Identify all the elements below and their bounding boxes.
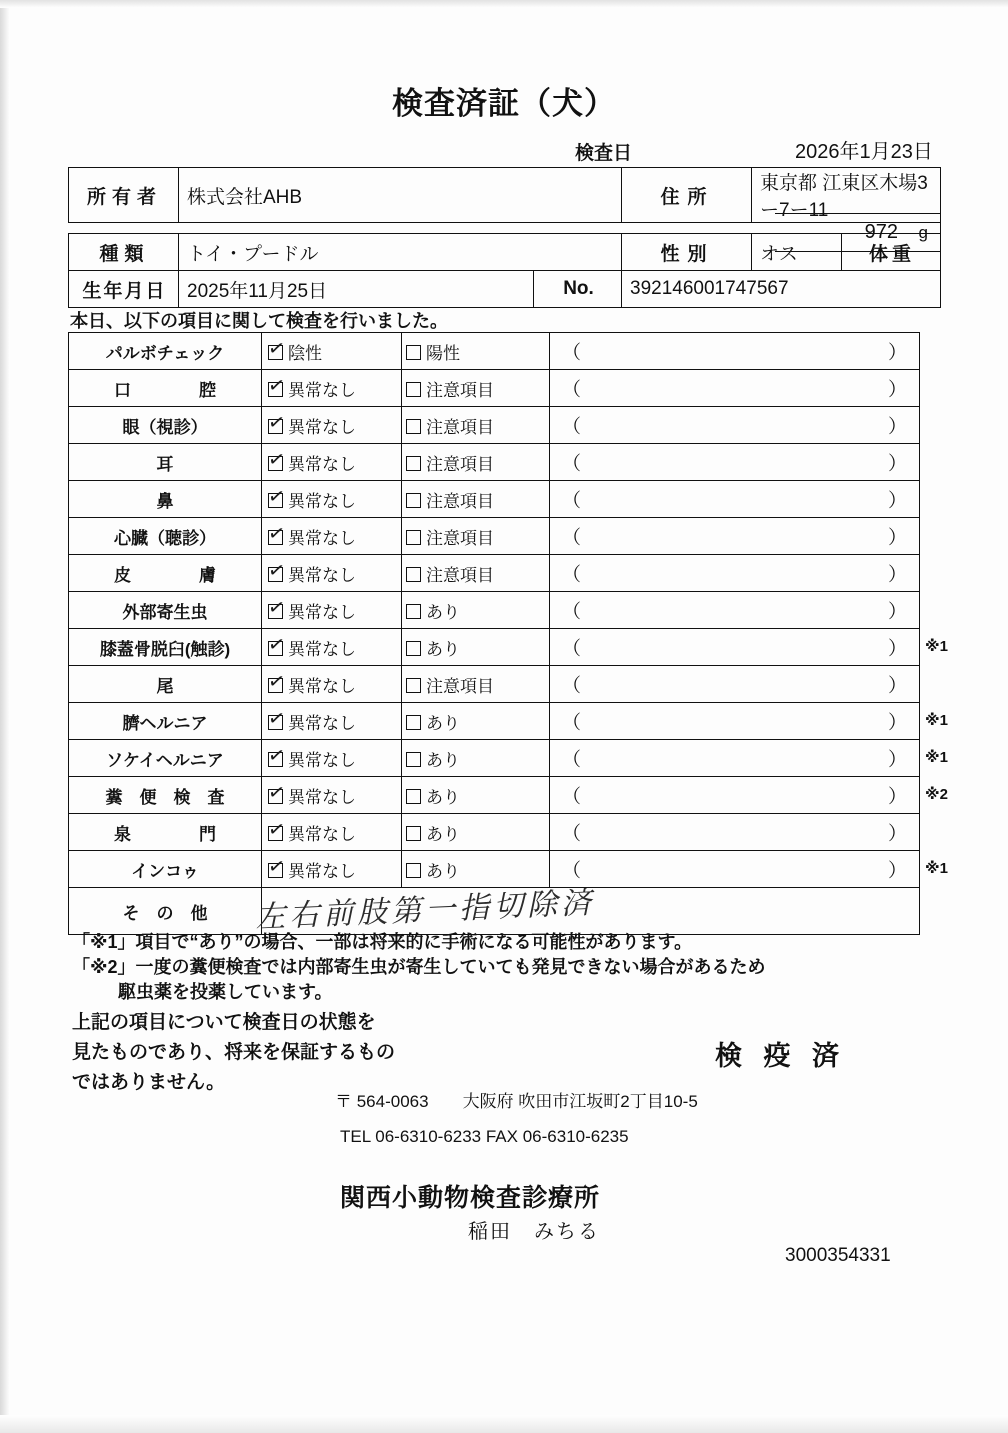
paren-close: ） (887, 823, 907, 845)
exam-date-label: 検査日 (575, 143, 633, 164)
owner-label: 所有者 (69, 168, 179, 223)
checklist-option-normal[interactable]: ✓ 陰性 (262, 333, 402, 370)
checklist-item-label-other: そ の 他 (69, 888, 262, 935)
checklist-comment-field[interactable] (550, 703, 920, 740)
check-mark-icon: ✓ (266, 410, 287, 435)
checklist-item-label: 皮 膚 (69, 555, 262, 592)
checkbox-icon[interactable] (266, 595, 287, 620)
checkbox-icon[interactable] (406, 604, 421, 619)
paren-close: ） (887, 675, 907, 697)
check-mark-icon: ✓ (266, 854, 287, 879)
checklist-comment-field[interactable] (550, 851, 920, 888)
table-row (69, 555, 920, 592)
paren-open: （ (562, 823, 582, 845)
exam-date-value: 2026年1月23日 (795, 141, 933, 163)
checkbox-icon[interactable] (406, 715, 421, 730)
table-row (69, 481, 920, 518)
check-mark-icon: ✓ (266, 484, 287, 509)
checklist-option-normal[interactable]: ✓ 異常なし (262, 444, 402, 481)
disclaimer-line-2: 見たものであり、将来を保証するもの (72, 1042, 396, 1063)
table-row (69, 592, 920, 629)
paren-close: ） (887, 786, 907, 808)
check-mark-icon: ✓ (266, 706, 287, 731)
address-label: 住所 (622, 168, 752, 223)
check-mark-icon: ✓ (266, 336, 287, 361)
check-mark-icon: ✓ (266, 447, 287, 472)
breed-value: トイ・プードル (179, 234, 622, 271)
paren-open: （ (562, 675, 582, 697)
checklist-comment-field[interactable] (550, 592, 920, 629)
checklist-option-normal[interactable]: ✓ 異常なし (262, 481, 402, 518)
paren-open: （ (562, 712, 582, 734)
paren-open: （ (562, 527, 582, 549)
paren-close: ） (887, 860, 907, 882)
checklist-comment-field[interactable] (550, 555, 920, 592)
check-mark-icon: ✓ (266, 632, 287, 657)
checklist-comment-field[interactable] (550, 629, 920, 666)
paren-open: （ (562, 453, 582, 475)
paren-open: （ (562, 416, 582, 438)
checklist-table (68, 332, 920, 935)
checklist-option-normal[interactable]: ✓ 異常なし (262, 592, 402, 629)
paren-open: （ (562, 379, 582, 401)
clinic-tel-fax: TEL 06-6310-6233 FAX 06-6310-6235 (340, 1127, 629, 1146)
table-row (69, 740, 920, 777)
checkbox-icon[interactable] (266, 410, 287, 435)
checklist-option-normal[interactable]: ✓ 異常なし (262, 666, 402, 703)
checklist-option-normal[interactable]: ✓ 異常なし (262, 370, 402, 407)
paren-open: （ (562, 749, 582, 771)
checkbox-icon[interactable] (266, 484, 287, 509)
birth-value: 2025年11月25日 (179, 271, 534, 308)
serial-number: 3000354331 (785, 1245, 891, 1266)
paren-close: ） (887, 453, 907, 475)
table-row (69, 777, 920, 814)
check-mark-icon: ✓ (266, 521, 287, 546)
checklist-option-abnormal[interactable]: あり (402, 851, 550, 888)
paren-close: ） (887, 490, 907, 512)
checklist-comment-field[interactable] (550, 407, 920, 444)
paren-close: ） (887, 416, 907, 438)
checkbox-icon[interactable] (266, 669, 287, 694)
checkbox-icon[interactable] (406, 641, 421, 656)
footnote-marker: ※1 (925, 638, 948, 655)
paren-open: （ (562, 564, 582, 586)
check-mark-icon: ✓ (266, 558, 287, 583)
checklist-option-normal[interactable]: ✓ 異常なし (262, 777, 402, 814)
breed-label: 種類 (69, 234, 179, 271)
checklist-comment-field[interactable] (550, 370, 920, 407)
checklist-option-abnormal[interactable]: あり (402, 740, 550, 777)
table-row (69, 814, 920, 851)
checklist-item-label: パルボチェック (69, 333, 262, 370)
checklist-item-label: ソケイヘルニア (69, 740, 262, 777)
checklist-option-abnormal[interactable]: 注意項目 (402, 370, 550, 407)
paren-open: （ (562, 638, 582, 660)
quarantine-stamp: 検 疫 済 (715, 1041, 847, 1071)
paren-close: ） (887, 342, 907, 364)
checklist-comment-field[interactable] (550, 333, 920, 370)
checkbox-icon[interactable] (266, 558, 287, 583)
paren-open: （ (562, 601, 582, 623)
page-title: 検査済証（犬） (392, 86, 616, 121)
checklist-option-normal[interactable]: ✓ 異常なし (262, 703, 402, 740)
checklist-comment-field[interactable] (550, 444, 920, 481)
footnote-2: 「※2」一度の糞便検査では内部寄生虫が寄生していても発見できない場合があるため (72, 957, 766, 977)
paren-close: ） (887, 638, 907, 660)
checklist-item-label: 膝蓋骨脱臼(触診) (69, 629, 262, 666)
checkbox-icon[interactable] (406, 863, 421, 878)
checkbox-icon[interactable] (406, 752, 421, 767)
scan-edge-top (0, 0, 1008, 8)
birth-label: 生年月日 (69, 271, 179, 308)
checklist-option-abnormal[interactable]: あり (402, 777, 550, 814)
paren-open: （ (562, 860, 582, 882)
weight-label: 体重 (842, 234, 941, 271)
footnote-marker: ※1 (925, 860, 948, 877)
checkbox-icon[interactable] (266, 743, 287, 768)
table-row (69, 333, 920, 370)
table-row (69, 370, 920, 407)
no-value: 392146001747567 (622, 271, 941, 308)
checkbox-icon[interactable] (266, 447, 287, 472)
owner-value: 株式会社AHB (179, 168, 622, 223)
checkbox-icon[interactable] (406, 826, 421, 841)
paren-open: （ (562, 342, 582, 364)
checklist-option-normal[interactable]: ✓ 異常なし (262, 629, 402, 666)
table-row (69, 444, 920, 481)
check-mark-icon: ✓ (266, 780, 287, 805)
checkbox-icon[interactable] (266, 632, 287, 657)
table-row (69, 271, 941, 308)
check-mark-icon: ✓ (266, 595, 287, 620)
footnote-3: 駆虫薬を投薬しています。 (118, 982, 333, 1002)
checkbox-icon[interactable] (406, 456, 421, 471)
checklist-comment-field[interactable] (550, 814, 920, 851)
checkbox-icon[interactable] (406, 678, 421, 693)
check-mark-icon: ✓ (266, 817, 287, 842)
checkbox-icon[interactable] (406, 789, 421, 804)
disclaimer-line-1: 上記の項目について検査日の状態を (72, 1012, 376, 1033)
checklist-option-abnormal[interactable]: あり (402, 814, 550, 851)
scan-edge-left (0, 0, 10, 1433)
checklist-option-abnormal[interactable]: 注意項目 (402, 481, 550, 518)
check-mark-icon: ✓ (266, 669, 287, 694)
checklist-option-abnormal[interactable]: あり (402, 703, 550, 740)
checklist-comment-field[interactable] (550, 518, 920, 555)
checklist-item-label: 臍ヘルニア (69, 703, 262, 740)
checklist-item-label: 耳 (69, 444, 262, 481)
address-value: 東京都 江東区木場3ー7ー11 (752, 168, 941, 223)
disclaimer-line-3: ではありません。 (72, 1072, 226, 1093)
paren-open: （ (562, 786, 582, 808)
paren-close: ） (887, 749, 907, 771)
weight-unit: g (918, 223, 928, 242)
checklist-option-abnormal[interactable]: 注意項目 (402, 555, 550, 592)
sex-value: オス (752, 234, 842, 271)
footnote-1: 「※1」項目で“あり”の場合、一部は将来的に手術になる可能性があります。 (72, 932, 693, 952)
checkbox-icon[interactable] (266, 780, 287, 805)
checkbox-icon[interactable] (406, 530, 421, 545)
checklist-item-label: 鼻 (69, 481, 262, 518)
checklist-option-abnormal[interactable]: 注意項目 (402, 518, 550, 555)
checklist-option-normal[interactable]: ✓ 異常なし (262, 851, 402, 888)
paren-close: ） (887, 601, 907, 623)
veterinarian-name: 稲田 みちる (468, 1221, 600, 1243)
weight-value-cell (775, 213, 941, 252)
checklist-comment-field[interactable] (550, 740, 920, 777)
checkbox-icon[interactable] (266, 373, 287, 398)
intro-text: 本日、以下の項目に関して検査を行いました。 (70, 311, 448, 331)
checklist-option-normal[interactable]: ✓ 異常なし (262, 740, 402, 777)
paren-close: ） (887, 379, 907, 401)
check-mark-icon: ✓ (266, 743, 287, 768)
paren-close: ） (887, 527, 907, 549)
checklist-option-normal[interactable]: ✓ 異常なし (262, 814, 402, 851)
checklist-item-label: 外部寄生虫 (69, 592, 262, 629)
scan-edge-bottom (0, 1415, 1008, 1433)
footnote-marker: ※1 (925, 712, 948, 729)
checklist-option-abnormal[interactable]: 陽性 (402, 333, 550, 370)
weight-value: 972 (864, 221, 898, 243)
checklist-option-abnormal[interactable]: あり (402, 629, 550, 666)
checklist-option-abnormal[interactable]: あり (402, 592, 550, 629)
checklist-option-abnormal[interactable]: 注意項目 (402, 666, 550, 703)
checkbox-icon[interactable] (406, 493, 421, 508)
disclaimer (72, 1008, 395, 1098)
checklist-item-label: 眼（視診） (69, 407, 262, 444)
checklist-option-abnormal[interactable]: 注意項目 (402, 444, 550, 481)
checkbox-icon[interactable] (266, 706, 287, 731)
checklist-item-label: 心臓（聴診） (69, 518, 262, 555)
paren-close: ） (887, 564, 907, 586)
checkbox-icon[interactable] (406, 345, 421, 360)
clinic-address: 〒 564-0063 大阪府 吹田市江坂町2丁目10-5 (335, 1092, 698, 1111)
table-row (69, 407, 920, 444)
checklist-comment-field[interactable] (550, 666, 920, 703)
checkbox-icon[interactable] (266, 817, 287, 842)
checkbox-icon[interactable] (406, 419, 421, 434)
sex-label: 性別 (622, 234, 752, 271)
other-handwritten-note: 左右前肢第一指切除済 (254, 885, 596, 936)
paren-open: （ (562, 490, 582, 512)
check-mark-icon: ✓ (266, 373, 287, 398)
checkbox-icon[interactable] (406, 567, 421, 582)
checklist-item-label: 尾 (69, 666, 262, 703)
clinic-name: 関西小動物検査診療所 (340, 1184, 601, 1212)
checkbox-icon[interactable] (406, 382, 421, 397)
checklist-item-label: 糞 便 検 査 (69, 777, 262, 814)
table-row (69, 518, 920, 555)
footnote-marker: ※1 (925, 749, 948, 766)
footnote-marker: ※2 (925, 786, 948, 803)
checkbox-icon[interactable] (266, 336, 287, 361)
no-label: No. (534, 271, 622, 308)
checklist-option-normal[interactable]: ✓ 異常なし (262, 518, 402, 555)
checkbox-icon[interactable] (266, 521, 287, 546)
table-row (69, 666, 920, 703)
checklist-comment-field[interactable] (550, 481, 920, 518)
checklist-option-normal[interactable]: ✓ 異常なし (262, 407, 402, 444)
checklist-item-label: 口 腔 (69, 370, 262, 407)
checklist-option-normal[interactable]: ✓ 異常なし (262, 555, 402, 592)
checkbox-icon[interactable] (266, 854, 287, 879)
table-row (69, 703, 920, 740)
checklist-item-label: 泉 門 (69, 814, 262, 851)
checklist-item-label: インコゥ (69, 851, 262, 888)
table-row (69, 629, 920, 666)
checklist-option-abnormal[interactable]: 注意項目 (402, 407, 550, 444)
checklist-comment-field[interactable] (550, 777, 920, 814)
paren-close: ） (887, 712, 907, 734)
